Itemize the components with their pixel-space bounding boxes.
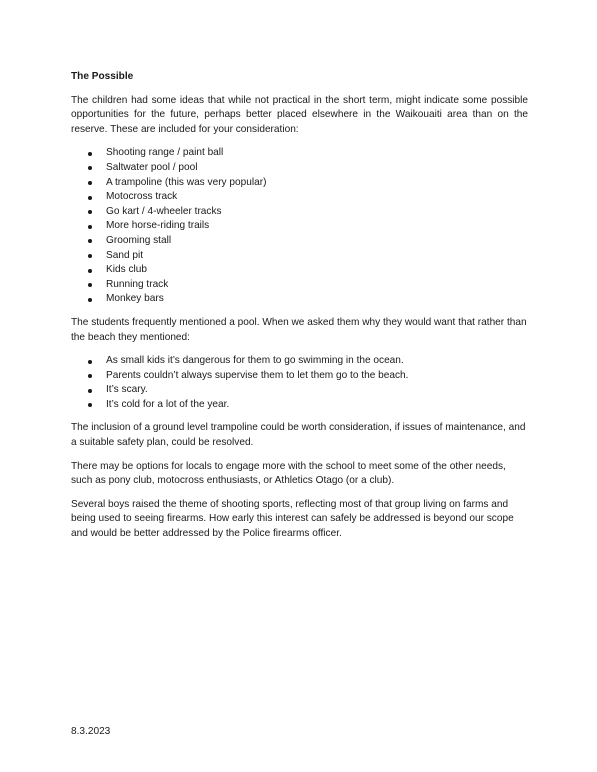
list-item-text: Motocross track	[106, 191, 178, 203]
options-paragraph: There may be options for locals to engage more with the school to meet some of the other needs, such as pony club, motocross enthusiasts, or Athletics Otago (or a club).	[71, 460, 506, 487]
bullet-icon	[88, 152, 92, 156]
list-item	[71, 292, 528, 307]
bullet-icon	[88, 283, 92, 287]
bullet-icon	[88, 239, 92, 243]
trampoline-paragraph: The inclusion of a ground level trampoline could be worth consideration, if issues of maintenance, and a suitable safety plan, could be resolved.	[71, 422, 526, 449]
bullet-icon	[88, 166, 92, 170]
list-item-text: It’s cold for a lot of the year.	[106, 398, 230, 410]
list-item-text: Saltwater pool / pool	[106, 161, 198, 173]
list-item	[71, 234, 528, 249]
document-body	[71, 70, 528, 551]
footer-date: 8.3.2023	[71, 726, 111, 737]
list-item-text: Monkey bars	[106, 293, 164, 305]
bullet-icon	[88, 389, 92, 393]
list-item	[71, 219, 528, 234]
list-item	[71, 369, 528, 384]
list-item	[71, 398, 528, 413]
list-item	[71, 146, 528, 161]
bullet-icon	[88, 181, 92, 185]
list-item-text: It’s scary.	[106, 384, 148, 396]
pool-paragraph: The students frequently mentioned a pool. When we asked them why they would want that rather than the beach they mentioned:	[71, 316, 527, 343]
list-item-text: A trampoline (this was very popular)	[106, 176, 267, 188]
list-item	[71, 176, 528, 191]
ideas-list	[71, 146, 528, 307]
list-item-text: Parents couldn’t always supervise them to let them go to the beach.	[106, 369, 409, 381]
list-item-text: As small kids it’s dangerous for them to go swimming in the ocean.	[106, 355, 404, 367]
list-item-text: Running track	[106, 278, 169, 290]
list-item	[71, 249, 528, 264]
bullet-icon	[88, 374, 92, 378]
list-item	[71, 278, 528, 293]
list-item-text: Go kart / 4-wheeler tracks	[106, 205, 222, 217]
bullet-icon	[88, 403, 92, 407]
bullet-icon	[88, 269, 92, 273]
pool-reasons-list	[71, 354, 528, 412]
bullet-icon	[88, 225, 92, 229]
bullet-icon	[88, 210, 92, 214]
list-item-text: Kids club	[106, 264, 147, 276]
shooting-paragraph: Several boys raised the theme of shooting sports, reflecting most of that group living on farms and being used to seeing firearms. How early this interest can safely be addressed is beyond our scope and would be better addressed by the Police firearms officer.	[71, 498, 514, 540]
section-heading: The Possible	[71, 71, 134, 82]
intro-paragraph: The children had some ideas that while not practical in the short term, might indicate some possible opportunities for the future, perhaps better placed elsewhere in the Waikouaiti area than on the reserve. These are included for your consideration:	[71, 94, 528, 135]
bullet-icon	[88, 298, 92, 302]
list-item	[71, 161, 528, 176]
list-item	[71, 263, 528, 278]
list-item	[71, 383, 528, 398]
list-item	[71, 354, 528, 369]
list-item-text: Sand pit	[106, 249, 144, 261]
list-item-text: Grooming stall	[106, 234, 172, 246]
list-item-text: Shooting range / paint ball	[106, 147, 224, 159]
bullet-icon	[88, 360, 92, 364]
list-item-text: More horse-riding trails	[106, 220, 210, 232]
list-item	[71, 205, 528, 220]
bullet-icon	[88, 254, 92, 258]
bullet-icon	[88, 196, 92, 200]
list-item	[71, 190, 528, 205]
